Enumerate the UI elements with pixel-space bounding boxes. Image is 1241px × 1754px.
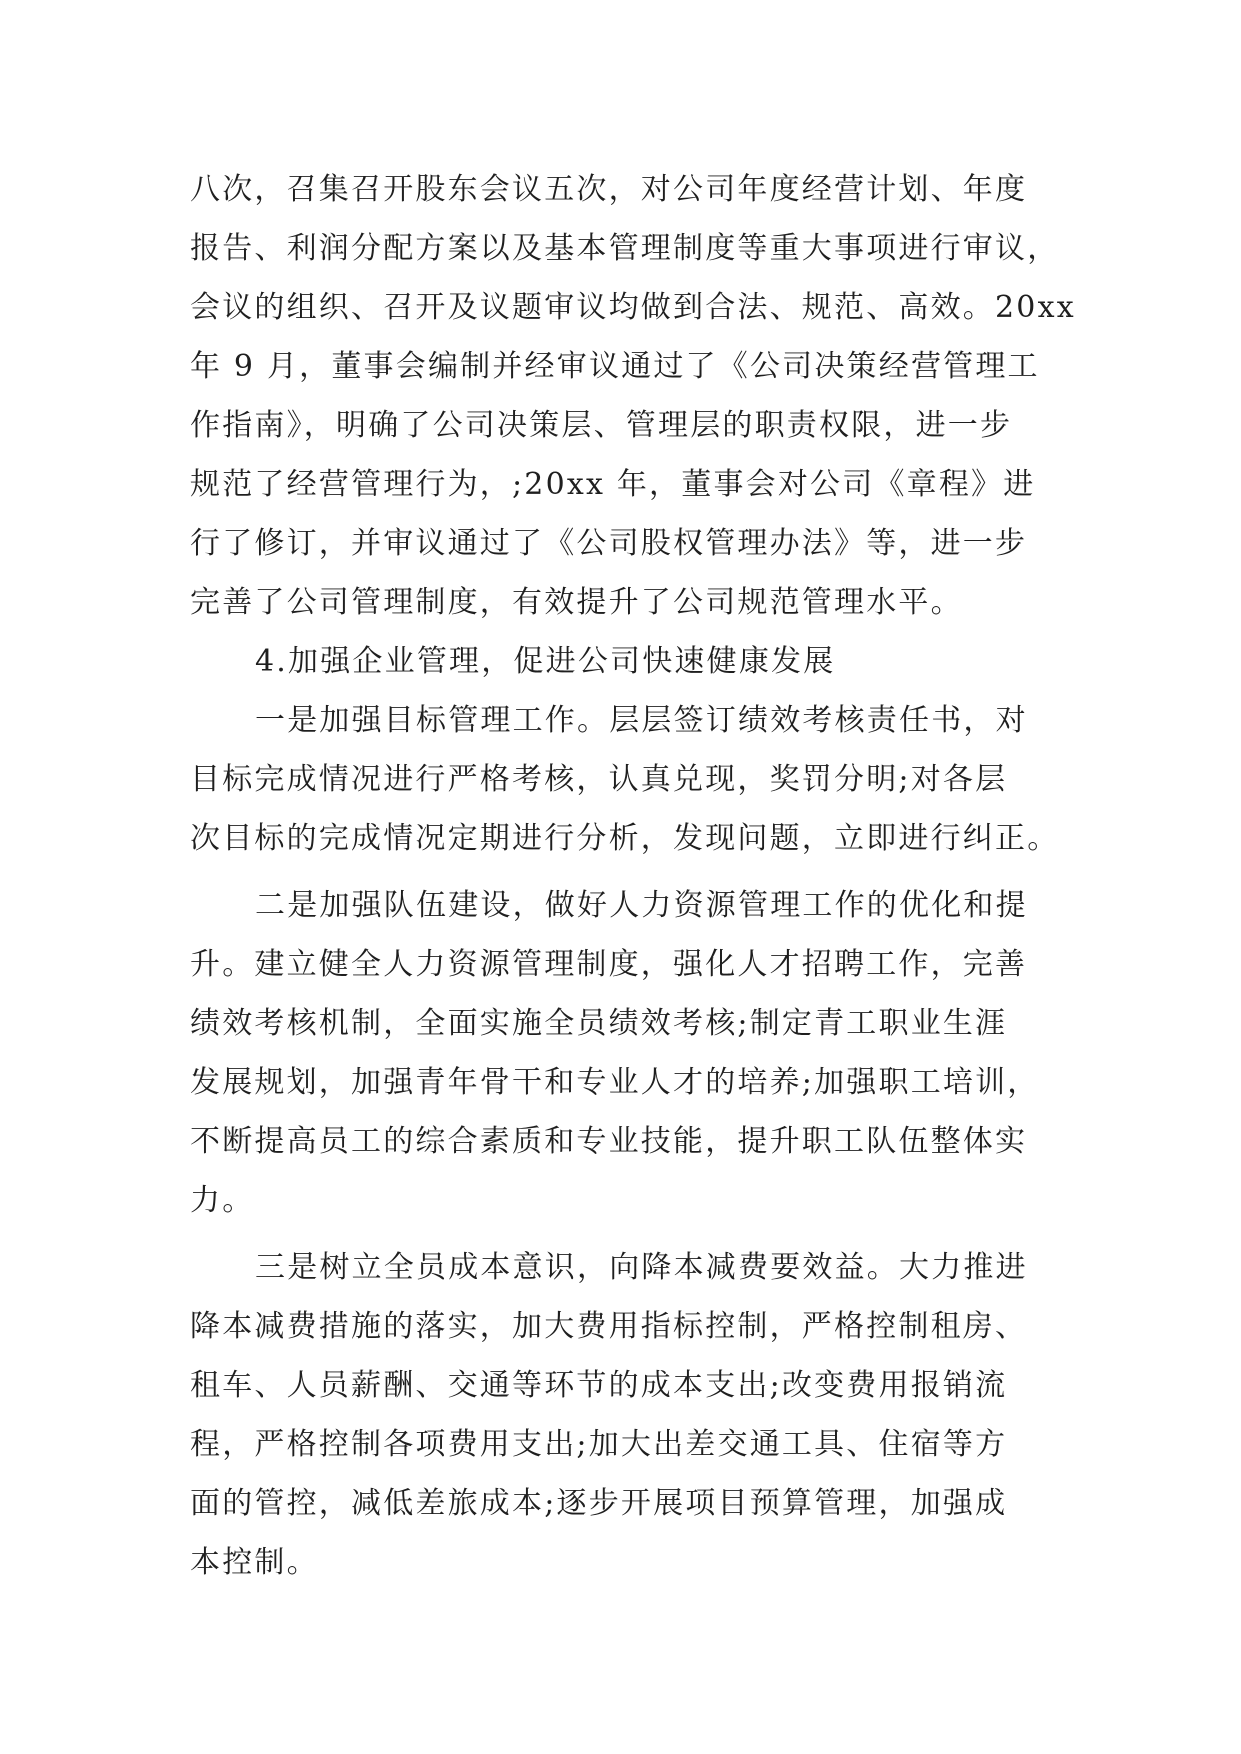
text-line: 三是树立全员成本意识，向降本减费要效益。大力推进 [255,1250,1028,1285]
text-line: 本控制。 [190,1545,319,1580]
text-line: 报告、利润分配方案以及基本管理制度等重大事项进行审议， [190,231,1060,266]
text-line: 会议的组织、召开及议题审议均做到合法、规范、高效。20xx [190,290,1076,325]
text-line: 行了修订，并审议通过了《公司股权管理办法》等，进一步 [190,526,1028,561]
paragraph-gap [190,1230,1050,1238]
text-line: 规范了经营管理行为，;20xx 年，董事会对公司《章程》进 [190,467,1036,502]
paragraph-team-building [190,876,1050,1230]
text-line: 一是加强目标管理工作。层层签订绩效考核责任书，对 [255,703,1028,738]
paragraph-gap [190,868,1050,876]
section-heading-4 [190,632,1050,691]
heading-line: 4.加强企业管理，促进公司快速健康发展 [255,644,836,679]
text-line: 降本减费措施的落实，加大费用指标控制，严格控制租房、 [190,1309,1028,1344]
paragraph-cost-awareness [190,1238,1050,1592]
text-line: 年 9 月，董事会编制并经审议通过了《公司决策经营管理工 [190,349,1040,384]
text-line: 次目标的完成情况定期进行分析，发现问题，立即进行纠正。 [190,821,1060,856]
text-line: 目标完成情况进行严格考核，认真兑现，奖罚分明;对各层 [190,762,1008,797]
text-line: 升。建立健全人力资源管理制度，强化人才招聘工作，完善 [190,947,1028,982]
text-line: 完善了公司管理制度，有效提升了公司规范管理水平。 [190,585,963,620]
text-line: 租车、人员薪酬、交通等环节的成本支出;改变费用报销流 [190,1368,1008,1403]
text-line: 发展规划，加强青年骨干和专业人才的培养;加强职工培训， [190,1065,1040,1100]
text-line: 绩效考核机制，全面实施全员绩效考核;制定青工职业生涯 [190,1006,1008,1041]
paragraph-target-management [190,691,1060,868]
text-line: 面的管控，减低差旅成本;逐步开展项目预算管理，加强成 [190,1486,1008,1521]
document-body [190,160,1076,1592]
text-line: 八次，召集召开股东会议五次，对公司年度经营计划、年度 [190,172,1028,207]
text-line: 作指南》，明确了公司决策层、管理层的职责权限，进一步 [190,408,1013,443]
text-line: 不断提高员工的综合素质和专业技能，提升职工队伍整体实 [190,1124,1028,1159]
paragraph-board-meetings [190,160,1076,632]
text-line: 力。 [190,1183,255,1218]
text-line: 程，严格控制各项费用支出;加大出差交通工具、住宿等方 [190,1427,1008,1462]
text-line: 二是加强队伍建设，做好人力资源管理工作的优化和提 [255,888,1028,923]
